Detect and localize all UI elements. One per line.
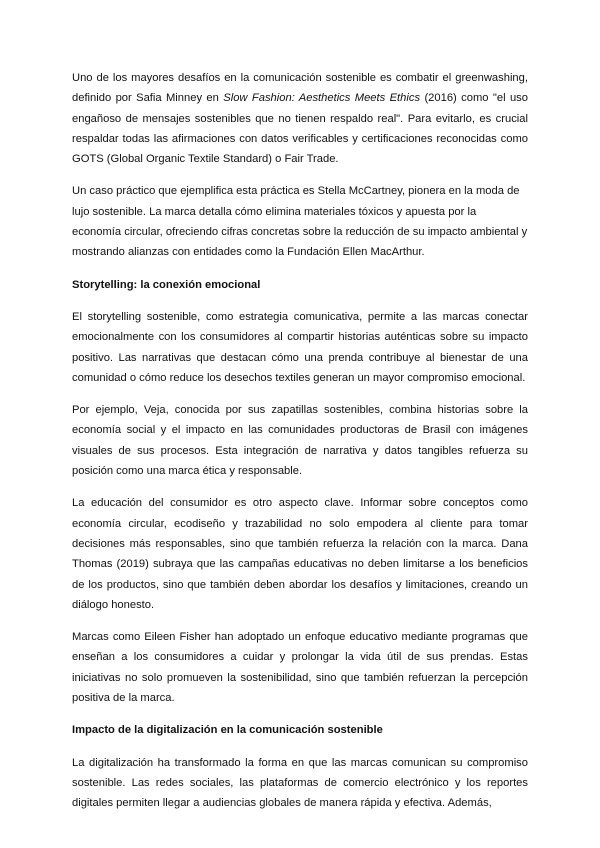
paragraph-text: (2016) como "el uso engañoso de mensajes sostenibles que no tienen respaldo real". Para evitarlo, es crucial respaldar todas las afirmaciones con datos verificables y certificaciones reconocidas como GOTS (Global Organic Textile Standard) o Fair Trade.: [72, 92, 528, 166]
document-page: [72, 68, 528, 826]
section-heading-storytelling: Storytelling: la conexión emocional: [72, 278, 261, 291]
paragraph-storytelling: El storytelling sostenible, como estrategia comunicativa, permite a las marcas conectar emocionalmente con los consumidores al compartir historias auténticas sobre su impacto positivo. Las narrativas que destacan cómo una prenda contribuye al bienestar de una comunidad o cómo reduce los desechos textiles generan un mayor compromiso emocional.: [72, 310, 528, 384]
book-title: Slow Fashion: Aesthetics Meets Ethics: [223, 92, 421, 105]
paragraph-greenwashing: [72, 68, 528, 169]
section-heading-digitalization: Impacto de la digitalización en la comunicación sostenible: [72, 724, 383, 737]
paragraph-veja: Por ejemplo, Veja, conocida por sus zapatillas sostenibles, combina historias sobre la economía social y el impacto en las comunidades productoras de Brasil con imágenes visuales de sus procesos. Esta integración de narrativa y datos tangibles refuerza su posición como una marca ética y responsable.: [72, 404, 528, 478]
paragraph-digitalization: La digitalización ha transformado la forma en que las marcas comunican su compromiso sostenible. Las redes sociales, las plataformas de comercio electrónico y los reportes digitales permiten llegar a audiencias globales de manera rápida y efectiva. Además,: [72, 756, 528, 810]
paragraph-consumer-education: La educación del consumidor es otro aspecto clave. Informar sobre conceptos como economía circular, ecodiseño y trazabilidad no solo empodera al cliente para tomar decisiones más responsables, sino que también refuerza la relación con la marca. Dana Thomas (2019) subraya que las campañas educativas no deben limitarse a los beneficios de los productos, sino que también deben abordar los desafíos y limitaciones, creando un diálogo honesto.: [72, 497, 528, 611]
paragraph-text: Uno de los mayores desafíos en la comunicación sostenible es combatir el greenwashing, definido por Safia Minney en: [72, 72, 528, 105]
paragraph-eileen-fisher: Marcas como Eileen Fisher han adoptado un enfoque educativo mediante programas que enseñan a los consumidores a cuidar y prolongar la vida útil de sus prendas. Estas iniciativas no solo promueven la sostenibilidad, sino que también refuerzan la percepción positiva de la marca.: [72, 631, 528, 705]
paragraph-stella-mccartney: Un caso práctico que ejemplifica esta práctica es Stella McCartney, pionera en la moda de lujo sostenible. La marca detalla cómo elimina materiales tóxicos y apuesta por la economía circular, ofreciendo cifras concretas sobre la reducción de su impacto ambiental y mostrando alianzas con entidades como la Fundación Ellen MacArthur.: [72, 185, 528, 259]
